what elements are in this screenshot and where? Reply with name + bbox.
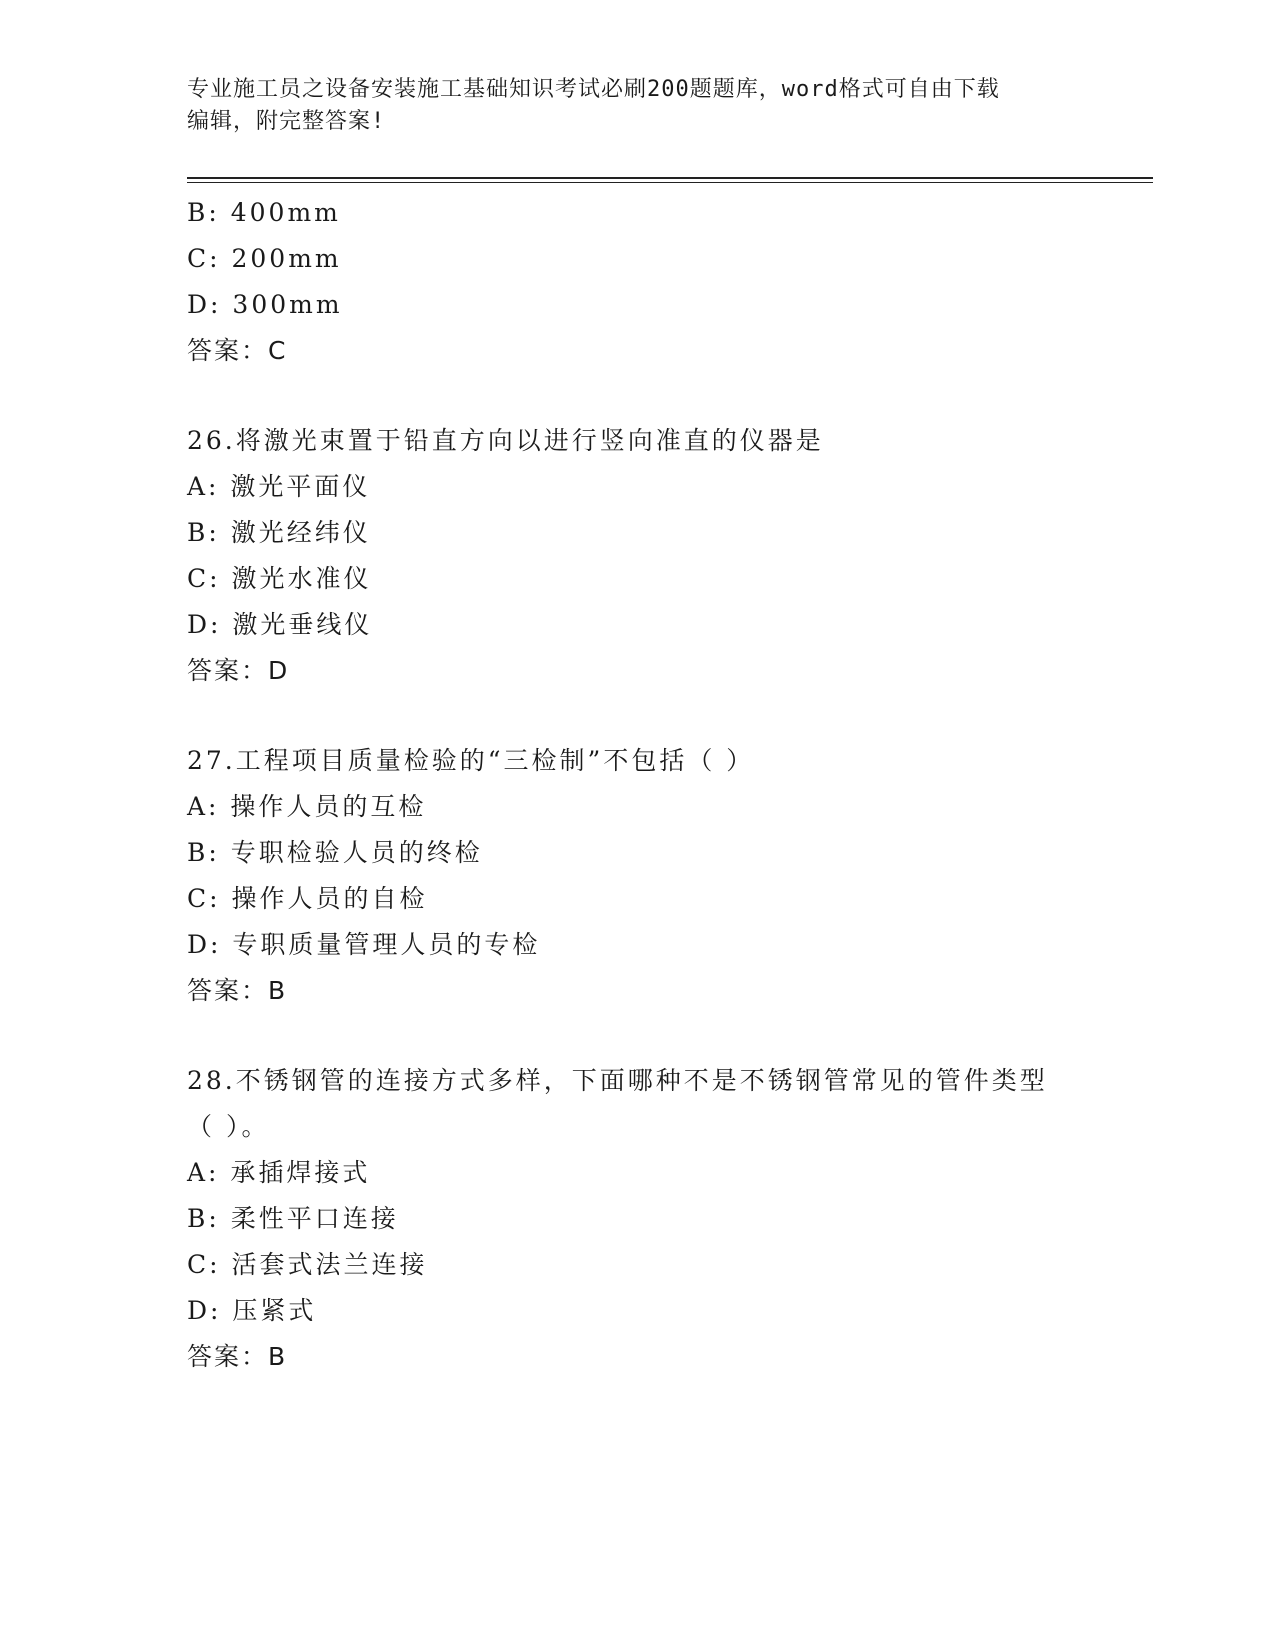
option-c: C: 200mm xyxy=(187,244,342,273)
option-c: C: 激光水准仪 xyxy=(187,564,372,593)
header-divider-thick xyxy=(187,177,1153,179)
question-stem-continued: （ ）。 xyxy=(187,1112,270,1141)
option-b: B: 激光经纬仪 xyxy=(187,518,371,547)
question-stem: 27.工程项目质量检验的“三检制”不包括（ ） xyxy=(187,746,755,775)
option-a: A: 操作人员的互检 xyxy=(187,792,427,821)
option-b: B: 柔性平口连接 xyxy=(187,1204,399,1233)
option-a: A: 承插焊接式 xyxy=(187,1158,371,1187)
answer-line: 答案：D xyxy=(187,656,290,685)
header-divider-thin xyxy=(187,182,1153,183)
question-stem: 28.不锈钢管的连接方式多样，下面哪种不是不锈钢管常见的管件类型 xyxy=(187,1066,1048,1095)
question-28 xyxy=(187,1058,1087,1380)
answer-line: 答案：B xyxy=(187,976,288,1005)
option-d: D: 激光垂线仪 xyxy=(187,610,373,639)
option-c: C: 活套式法兰连接 xyxy=(187,1250,428,1279)
header-title-line-1: 专业施工员之设备安装施工基础知识考试必刷200题题库，word格式可自由下载 xyxy=(187,77,1000,102)
option-d: D: 压紧式 xyxy=(187,1296,317,1325)
question-25-continued xyxy=(187,190,1087,374)
document-body xyxy=(187,190,1087,1380)
header-title-line-2: 编辑，附完整答案! xyxy=(187,109,386,134)
document-header xyxy=(187,74,1087,138)
answer-line: 答案：C xyxy=(187,336,288,365)
question-stem: 26.将激光束置于铅直方向以进行竖向准直的仪器是 xyxy=(187,426,824,455)
option-d: D: 300mm xyxy=(187,290,343,319)
answer-line: 答案：B xyxy=(187,1342,288,1371)
option-c: C: 操作人员的自检 xyxy=(187,884,428,913)
option-b: B: 专职检验人员的终检 xyxy=(187,838,483,867)
option-d: D: 专职质量管理人员的专检 xyxy=(187,930,541,959)
question-27 xyxy=(187,738,1087,1014)
option-a: A: 激光平面仪 xyxy=(187,472,371,501)
question-26 xyxy=(187,418,1087,694)
option-b: B: 400mm xyxy=(187,198,341,227)
